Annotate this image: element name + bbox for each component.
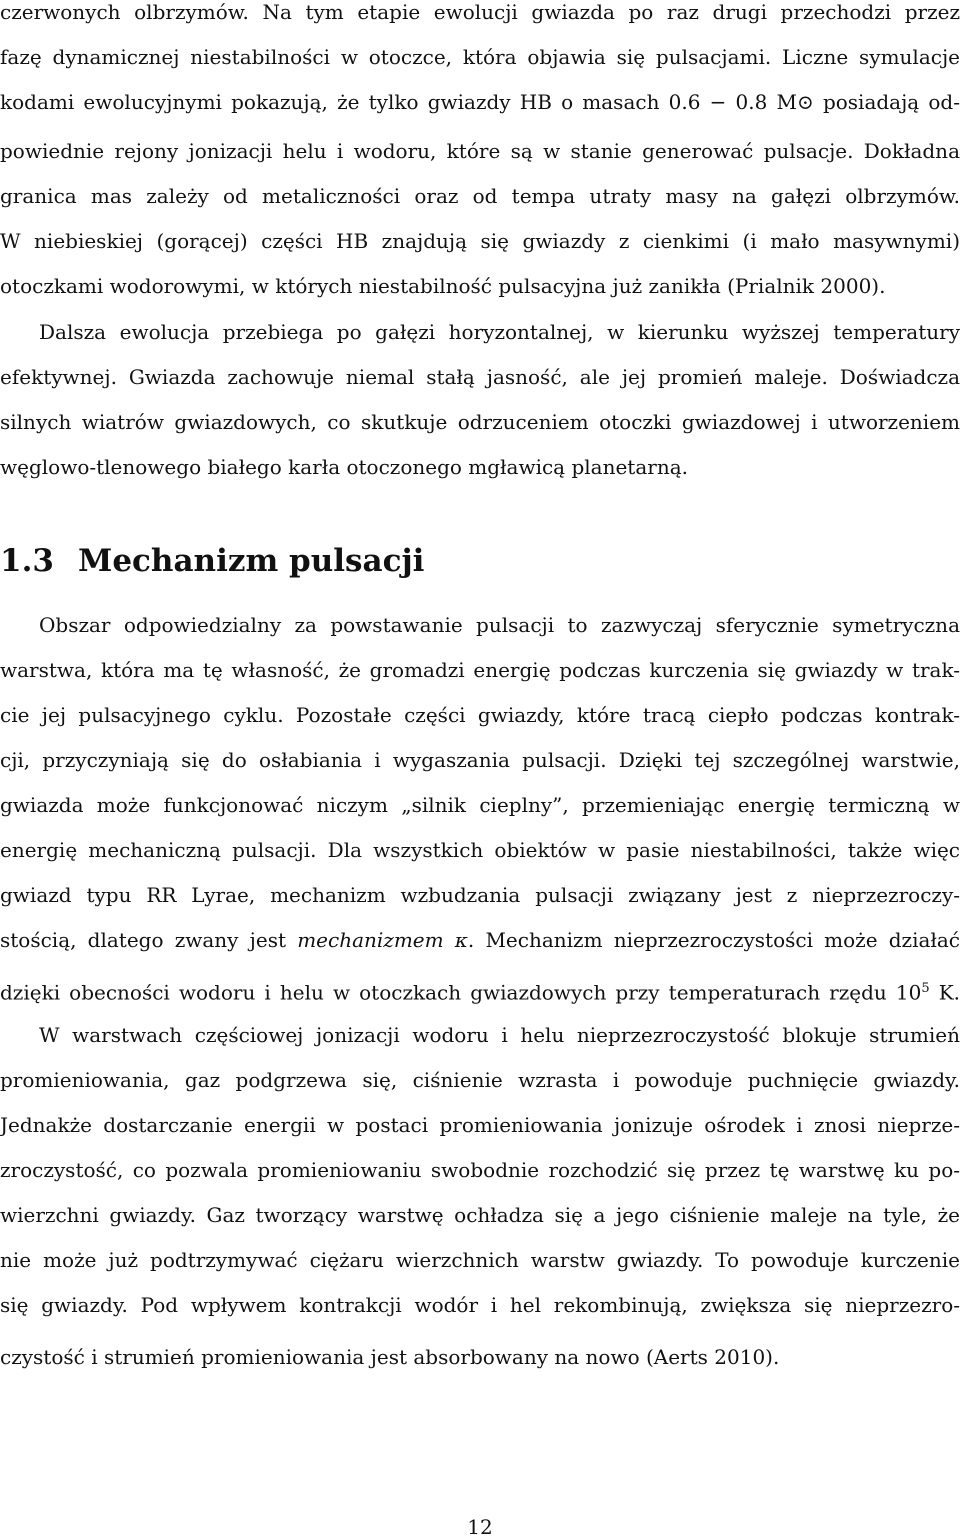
text-line: otoczkami wodorowymi, w których niestabilność pulsacyjna już zanikła (Prialnik 2000). — [0, 274, 886, 298]
text-line: zroczystość, co pozwala promieniowaniu swobodnie rozchodzić się przez tę warstwę ku po- — [0, 1158, 960, 1182]
section-heading — [0, 542, 424, 580]
text-line: cie jej pulsacyjnego cyklu. Pozostałe części gwiazdy, które tracą ciepło podczas kontrak- — [0, 703, 960, 727]
text-line: gwiazda może funkcjonować niczym „silnik cieplny”, przemieniając energię termiczną w — [0, 793, 960, 817]
text-line: warstwa, która ma tę własność, że gromadzi energię podczas kurczenia się gwiazdy w trak- — [0, 658, 960, 682]
text-line: czystość i strumień promieniowania jest absorbowany na nowo (Aerts 2010). — [0, 1345, 780, 1369]
text-line: efektywnej. Gwiazda zachowuje niemal stałą jasność, ale jej promień maleje. Doświadcza — [0, 365, 960, 389]
page-number: 12 — [467, 1515, 493, 1539]
text-line: cji, przyczyniają się do osłabiania i wygaszania pulsacji. Dzięki tej szczególnej warstwie, — [0, 748, 960, 772]
text-line: czerwonych olbrzymów. Na tym etapie ewolucji gwiazda po raz drugi przechodzi przez — [0, 0, 960, 24]
section-title: Mechanizm pulsacji — [78, 543, 425, 579]
text-line: W niebieskiej (gorącej) części HB znajdują się gwiazdy z cienkimi (i mało masywnymi) — [0, 229, 960, 253]
emphasis-term: mechanizmem κ — [297, 928, 468, 952]
section-number: 1.3 — [0, 543, 54, 579]
text-line: węglowo-tlenowego białego karła otoczonego mgławicą planetarną. — [0, 455, 688, 479]
text-line: Jednakże dostarczanie energii w postaci promieniowania jonizuje ośrodek i znosi nieprze- — [0, 1113, 960, 1137]
text-span: dzięki obecności wodoru i helu w otoczkach gwiazdowych przy temperaturach rzędu 10 — [0, 980, 922, 1005]
text-line: silnych wiatrów gwiazdowych, co skutkuje odrzuceniem otoczki gwiazdowej i utworzeniem — [0, 410, 960, 434]
text-line: Obszar odpowiedzialny za powstawanie pulsacji to zazwyczaj sferycznie symetryczna — [39, 613, 960, 637]
text-line: granica mas zależy od metaliczności oraz od tempa utraty masy na gałęzi olbrzymów. — [0, 184, 960, 208]
text-line: powiednie rejony jonizacji helu i wodoru, które są w stanie generować pulsacje. Dokładna — [0, 139, 960, 163]
text-line — [0, 977, 960, 1005]
text-span: . Mechanizm nieprzezroczystości może działać — [467, 928, 960, 952]
text-span: K. — [938, 980, 960, 1005]
text-line: wierzchni gwiazdy. Gaz tworzący warstwę ochładza się a jego ciśnienie maleje na tyle, że — [0, 1203, 960, 1227]
text-line: promieniowania, gaz podgrzewa się, ciśnienie wzrasta i powoduje puchnięcie gwiazdy. — [0, 1068, 960, 1092]
text-line: energię mechaniczną pulsacji. Dla wszystkich obiektów w pasie niestabilności, także więc — [0, 838, 960, 862]
text-line: gwiazd typu RR Lyrae, mechanizm wzbudzania pulsacji związany jest z nieprzezroczy- — [0, 883, 960, 907]
text-line: kodami ewolucyjnymi pokazują, że tylko gwiazdy HB o masach 0.6 − 0.8 M⊙ posiadają od- — [0, 90, 960, 114]
text-line: W warstwach częściowej jonizacji wodoru i helu nieprzezroczystość blokuje strumień — [39, 1023, 960, 1047]
text-span: stością, dlatego zwany jest — [0, 928, 286, 952]
text-line: fazę dynamicznej niestabilności w otoczce, która objawia się pulsacjami. Liczne symulacje — [0, 45, 960, 69]
text-line: Dalsza ewolucja przebiega po gałęzi horyzontalnej, w kierunku wyższej temperatury — [39, 320, 960, 344]
superscript: 5 — [921, 981, 930, 996]
text-line: nie może już podtrzymywać ciężaru wierzchnich warstw gwiazdy. To powoduje kurczenie — [0, 1248, 960, 1272]
text-line: się gwiazdy. Pod wpływem kontrakcji wodór i hel rekombinują, zwiększa się nieprzezro- — [0, 1293, 960, 1317]
text-line — [0, 928, 960, 952]
